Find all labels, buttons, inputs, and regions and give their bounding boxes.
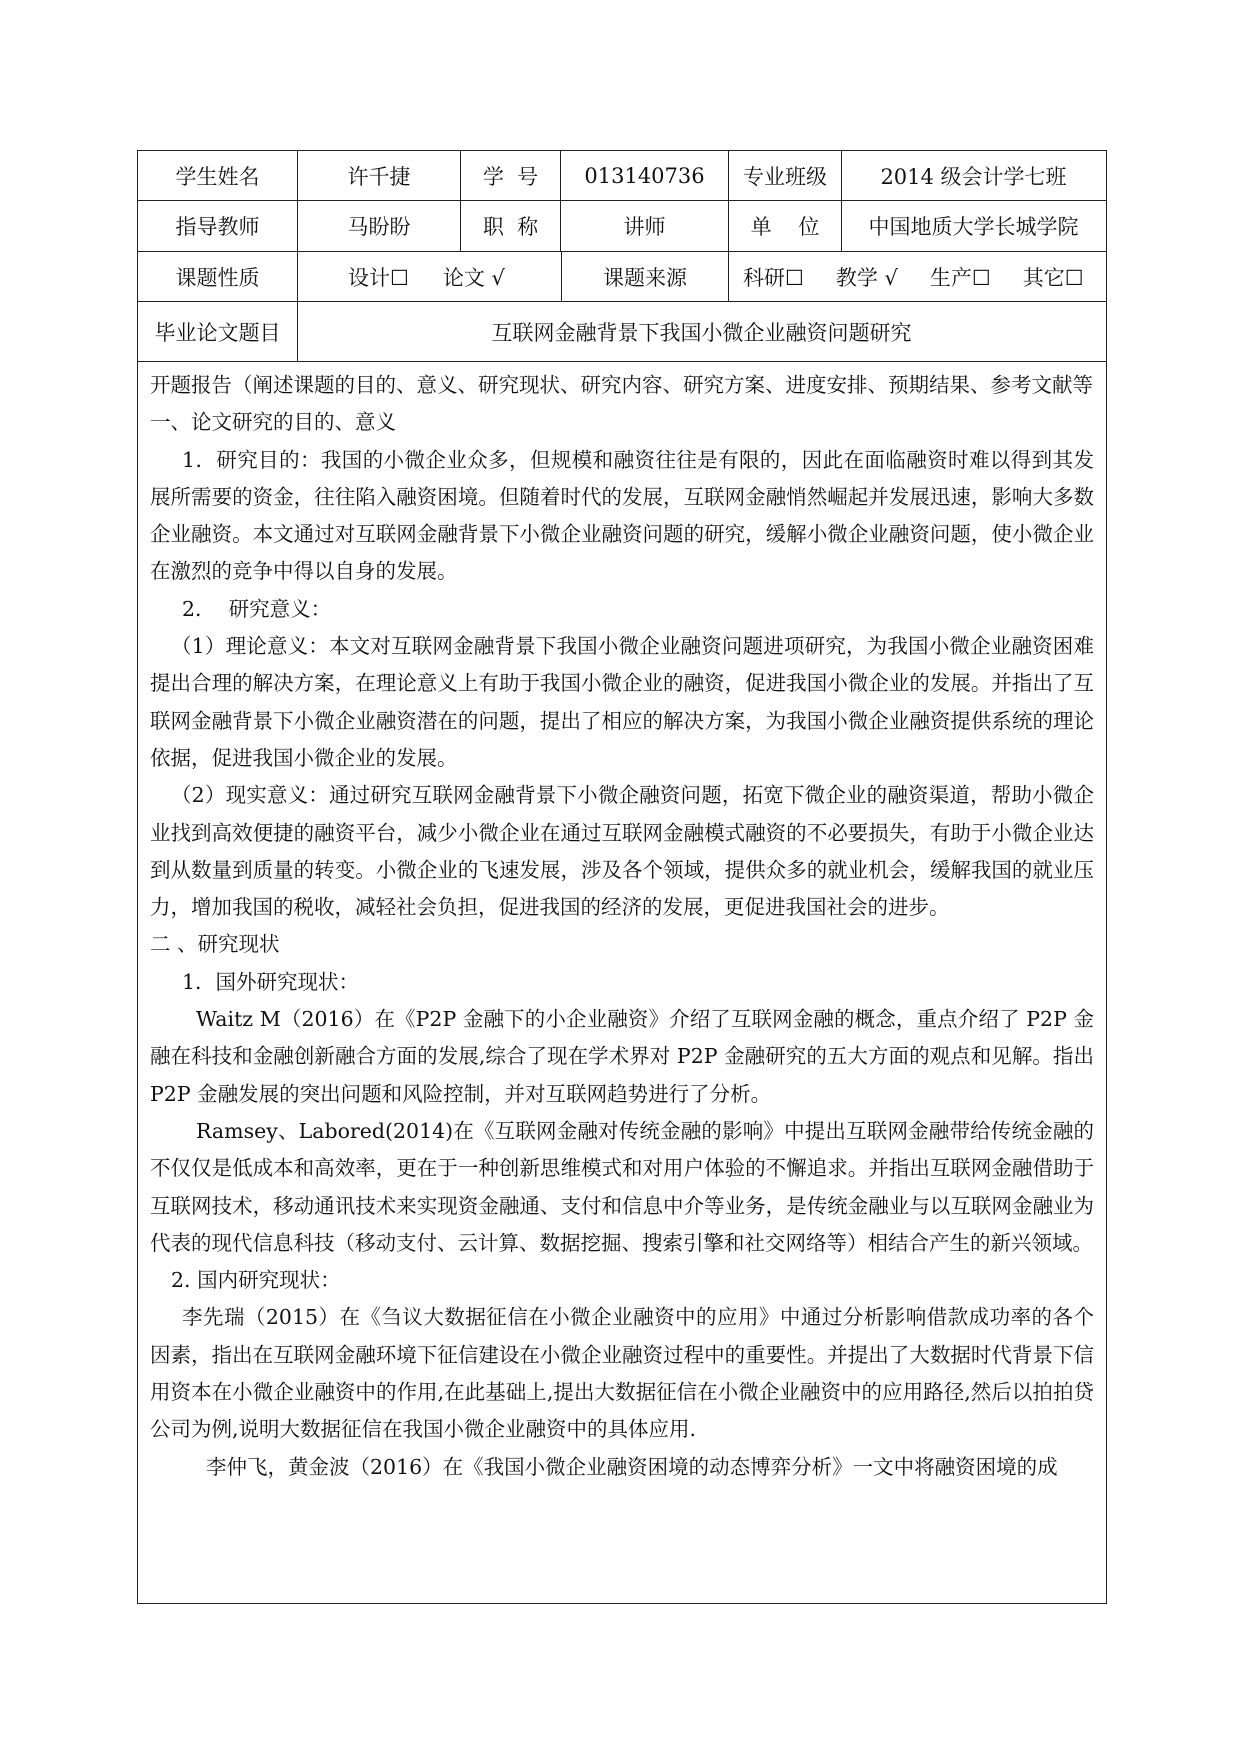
nature-option-thesis[interactable]: 论文 √ bbox=[442, 265, 505, 290]
report-body bbox=[150, 367, 1094, 1486]
row-student bbox=[138, 151, 1106, 201]
thesis-title-label: 毕业论文题目 bbox=[138, 302, 298, 361]
row-advisor bbox=[138, 201, 1106, 252]
unit-value: 中国地质大学长城学院 bbox=[868, 215, 1079, 239]
waitz-paragraph: Waitz M（2016）在《P2P 金融下的小企业融资》介绍了互联网金融的概念，重点介绍了 P2P 金融在科技和金融创新融合方面的发展,综合了现在学术界对 P2P 金融研究的五大方面的观点和见解。指出 P2P 金融发展的突出问题和风险控制，并对互联网趋势进行了分析。 bbox=[150, 1007, 1094, 1106]
section-1-heading: 一、论文研究的目的、意义 bbox=[150, 410, 396, 435]
title-label: 职 称 bbox=[461, 201, 561, 251]
advisor-value: 马盼盼 bbox=[298, 201, 461, 251]
source-option-production[interactable]: 生产☐ bbox=[929, 265, 991, 290]
proposal-form bbox=[137, 150, 1107, 1604]
advisor-label: 指导教师 bbox=[138, 201, 298, 251]
nature-label: 课题性质 bbox=[138, 252, 298, 301]
thesis-title-value: 互联网金融背景下我国小微企业融资问题研究 bbox=[491, 320, 912, 345]
source-options bbox=[729, 252, 1105, 301]
li-zhongfei-paragraph: 李仲飞，黄金波（2016）在《我国小微企业融资困境的动态博弈分析》一文中将融资困境的成 bbox=[206, 1454, 1058, 1479]
foreign-research-heading: 1．国外研究现状： bbox=[182, 969, 360, 994]
research-significance-heading: 2． 研究意义： bbox=[182, 596, 332, 621]
li-xianrui-paragraph: 李先瑞（2015）在《刍议大数据征信在小微企业融资中的应用》中通过分析影响借款成功率的各个因素，指出在互联网金融环境下征信建设在小微企业融资过程中的重要性。并提出了大数据时代背景下信用资本在小微企业融资中的作用,在此基础上,提出大数据征信在小微企业融资中的应用路径,然后以拍拍贷公司为例,说明大数据征信在我国小微企业融资中的具体应用. bbox=[150, 1305, 1094, 1442]
row-thesis-title bbox=[138, 302, 1106, 362]
student-id-value: 013140736 bbox=[561, 151, 729, 200]
ramsey-paragraph: Ramsey、Labored(2014)在《互联网金融对传统金融的影响》中提出互联网金融带给传统金融的不仅仅是低成本和高效率，更在于一种创新思维模式和对用户体验的不懈追求。并指出互联网金融借助于互联网技术，移动通讯技术来实现资金融通、支付和信息中介等业务，是传统金融业与以互联网金融业为代表的现代信息科技（移动支付、云计算、数据挖掘、搜索引擎和社交网络等）相结合产生的新兴领域。 bbox=[150, 1118, 1094, 1255]
source-option-other[interactable]: 其它☐ bbox=[1022, 265, 1084, 290]
major-class-value: 2014 级会计学七班 bbox=[880, 164, 1067, 189]
title-value: 讲师 bbox=[561, 201, 729, 251]
source-option-teaching[interactable]: 教学 √ bbox=[835, 265, 898, 290]
student-name-label: 学生姓名 bbox=[138, 151, 298, 200]
source-option-research[interactable]: 科研☐ bbox=[743, 265, 804, 290]
row-nature bbox=[138, 252, 1106, 302]
major-class-label: 专业班级 bbox=[729, 151, 842, 200]
unit-label: 单 位 bbox=[729, 201, 842, 251]
domestic-research-heading: 2. 国内研究现状： bbox=[171, 1268, 341, 1293]
source-label: 课题来源 bbox=[561, 252, 729, 301]
report-heading: 开题报告（阐述课题的目的、意义、研究现状、研究内容、研究方案、进度安排、预期结果、参考文献等 bbox=[150, 373, 1093, 397]
research-purpose-paragraph: 1．研究目的：我国的小微企业众多，但规模和融资往往是有限的，因此在面临融资时难以得到其发展所需要的资金，往往陷入融资困境。但随着时代的发展，互联网金融悄然崛起并发展迅速，影响大多数企业融资。本文通过对互联网金融背景下小微企业融资问题的研究，缓解小微企业融资问题，使小微企业在激烈的竞争中得以自身的发展。 bbox=[150, 447, 1094, 584]
nature-option-design[interactable]: 设计☐ bbox=[348, 265, 409, 290]
student-name-value: 许千捷 bbox=[298, 151, 461, 200]
student-id-label: 学 号 bbox=[461, 151, 561, 200]
section-2-heading: 二 、研究现状 bbox=[150, 932, 280, 957]
practical-significance-paragraph: （2）现实意义：通过研究互联网金融背景下小微企融资问题，拓宽下微企业的融资渠道，帮助小微企业找到高效便捷的融资平台，减少小微企业在通过互联网金融模式融资的不必要损失，有助于小微企业达到从数量到质量的转变。小微企业的飞速发展，涉及各个领域，提供众多的就业机会，缓解我国的就业压力，增加我国的税收，减轻社会负担，促进我国的经济的发展，更促进我国社会的进步。 bbox=[150, 783, 1094, 920]
nature-options bbox=[298, 252, 561, 301]
theory-significance-paragraph: （1）理论意义：本文对互联网金融背景下我国小微企业融资问题进项研究，为我国小微企业融资困难提出合理的解决方案，在理论意义上有助于我国小微企业的融资，促进我国小微企业的发展。并指出了互联网金融背景下小微企业融资潜在的问题，提出了相应的解决方案，为我国小微企业融资提供系统的理论依据，促进我国小微企业的发展。 bbox=[150, 634, 1094, 770]
